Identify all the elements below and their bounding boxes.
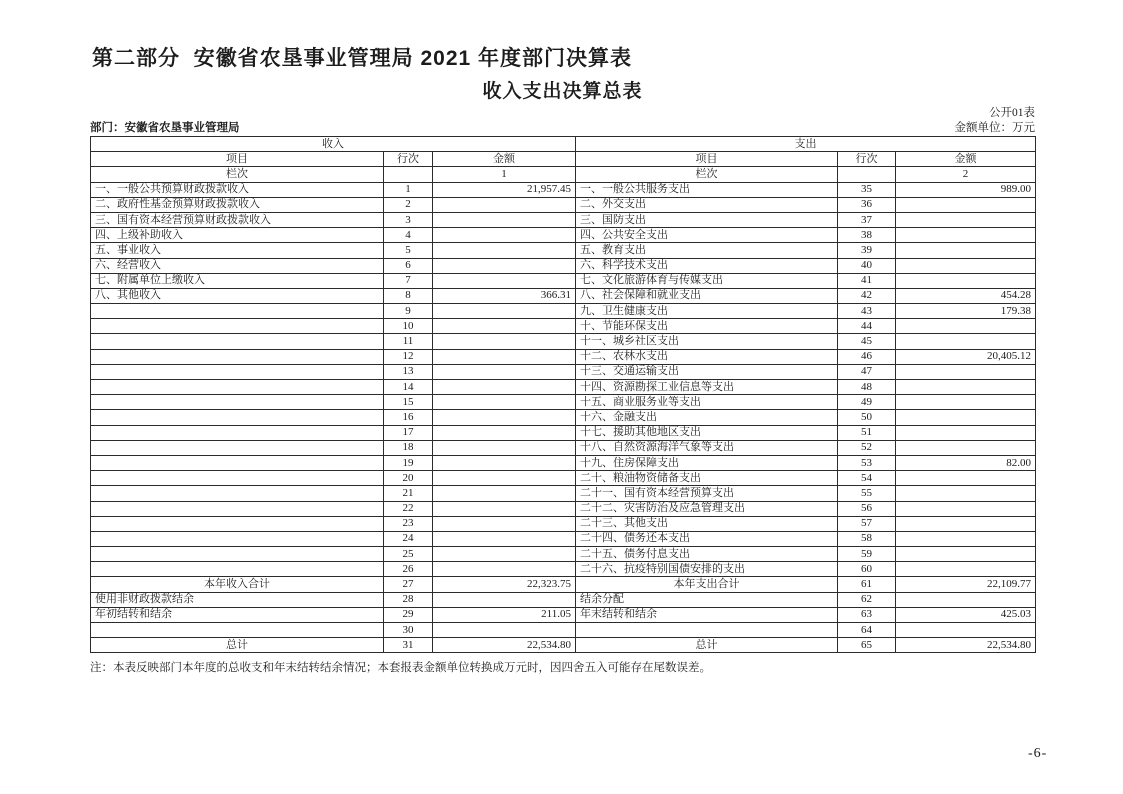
income-amount xyxy=(433,562,576,577)
table-row xyxy=(91,577,1036,592)
expense-amount xyxy=(896,410,1036,425)
expense-amount xyxy=(896,501,1036,516)
expense-row-number: 61 xyxy=(838,577,896,592)
income-item xyxy=(91,410,384,425)
expense-row-number: 55 xyxy=(838,486,896,501)
income-item: 七、附属单位上缴收入 xyxy=(91,273,384,288)
expense-lanci-label: 栏次 xyxy=(576,167,838,182)
income-lanci-blank xyxy=(384,167,433,182)
income-amount xyxy=(433,547,576,562)
expense-item: 八、社会保障和就业支出 xyxy=(576,288,838,303)
expense-item xyxy=(576,623,838,638)
income-row-number: 3 xyxy=(384,212,433,227)
income-row-number: 9 xyxy=(384,304,433,319)
income-row-number: 28 xyxy=(384,592,433,607)
expense-item: 二十五、债务付息支出 xyxy=(576,547,838,562)
expense-amount: 989.00 xyxy=(896,182,1036,197)
section-header-row xyxy=(91,137,1036,152)
income-item: 年初结转和结余 xyxy=(91,607,384,622)
income-amount xyxy=(433,243,576,258)
expense-amount xyxy=(896,623,1036,638)
income-amount xyxy=(433,380,576,395)
expense-item: 总计 xyxy=(576,638,838,653)
income-amount xyxy=(433,212,576,227)
income-row-number: 18 xyxy=(384,440,433,455)
income-item xyxy=(91,562,384,577)
expense-amount xyxy=(896,212,1036,227)
expense-row-number: 49 xyxy=(838,395,896,410)
income-item: 五、事业收入 xyxy=(91,243,384,258)
income-amount: 22,323.75 xyxy=(433,577,576,592)
income-row-number: 15 xyxy=(384,395,433,410)
income-amount xyxy=(433,228,576,243)
table-row xyxy=(91,319,1036,334)
expense-item: 本年支出合计 xyxy=(576,577,838,592)
expense-item: 七、文化旅游体育与传媒支出 xyxy=(576,273,838,288)
income-item xyxy=(91,471,384,486)
expense-row-number: 62 xyxy=(838,592,896,607)
income-item xyxy=(91,395,384,410)
expense-item: 二十四、债务还本支出 xyxy=(576,531,838,546)
table-code-label: 公开01表 xyxy=(989,107,1035,119)
income-item: 使用非财政拨款结余 xyxy=(91,592,384,607)
expense-amount xyxy=(896,228,1036,243)
income-row-number: 14 xyxy=(384,380,433,395)
income-row-number: 1 xyxy=(384,182,433,197)
table-row xyxy=(91,471,1036,486)
expense-item: 二十一、国有资本经营预算支出 xyxy=(576,486,838,501)
expense-item: 二十、粮油物资储备支出 xyxy=(576,471,838,486)
expense-amount xyxy=(896,273,1036,288)
expense-row-number: 38 xyxy=(838,228,896,243)
expense-item: 十九、住房保障支出 xyxy=(576,455,838,470)
income-row-number: 26 xyxy=(384,562,433,577)
expense-item: 十四、资源勘探工业信息等支出 xyxy=(576,380,838,395)
income-item: 一、一般公共预算财政拨款收入 xyxy=(91,182,384,197)
income-row-number: 8 xyxy=(384,288,433,303)
income-item: 六、经营收入 xyxy=(91,258,384,273)
table-row xyxy=(91,288,1036,303)
expense-amount: 454.28 xyxy=(896,288,1036,303)
expense-amount xyxy=(896,258,1036,273)
table-row xyxy=(91,197,1036,212)
income-amount xyxy=(433,455,576,470)
income-item xyxy=(91,547,384,562)
income-amount xyxy=(433,197,576,212)
income-amount xyxy=(433,623,576,638)
income-item xyxy=(91,455,384,470)
income-row-number: 13 xyxy=(384,364,433,379)
income-amount: 21,957.45 xyxy=(433,182,576,197)
income-row-number: 22 xyxy=(384,501,433,516)
expense-row-number: 54 xyxy=(838,471,896,486)
expense-item: 二十二、灾害防治及应急管理支出 xyxy=(576,501,838,516)
expense-row-number: 44 xyxy=(838,319,896,334)
income-rowno-header: 行次 xyxy=(384,152,433,167)
table-row xyxy=(91,562,1036,577)
income-item: 四、上级补助收入 xyxy=(91,228,384,243)
expense-amount xyxy=(896,440,1036,455)
expense-row-number: 37 xyxy=(838,212,896,227)
income-item: 三、国有资本经营预算财政拨款收入 xyxy=(91,212,384,227)
income-item: 二、政府性基金预算财政拨款收入 xyxy=(91,197,384,212)
table-row xyxy=(91,304,1036,319)
table-row xyxy=(91,380,1036,395)
table-row xyxy=(91,440,1036,455)
income-row-number: 19 xyxy=(384,455,433,470)
income-amount: 22,534.80 xyxy=(433,638,576,653)
expense-amount xyxy=(896,516,1036,531)
expense-item: 十五、商业服务业等支出 xyxy=(576,395,838,410)
income-amount xyxy=(433,304,576,319)
table-row xyxy=(91,501,1036,516)
expense-row-number: 47 xyxy=(838,364,896,379)
expense-rowno-header: 行次 xyxy=(838,152,896,167)
expense-item-header: 项目 xyxy=(576,152,838,167)
meta-row xyxy=(90,119,1035,135)
income-row-number: 6 xyxy=(384,258,433,273)
table-row xyxy=(91,349,1036,364)
expense-row-number: 42 xyxy=(838,288,896,303)
expense-amount xyxy=(896,395,1036,410)
table-row xyxy=(91,486,1036,501)
table-row xyxy=(91,592,1036,607)
income-expense-table xyxy=(90,136,1036,653)
expense-item: 六、科学技术支出 xyxy=(576,258,838,273)
table-row xyxy=(91,455,1036,470)
table-row xyxy=(91,516,1036,531)
table-title: 收入支出决算总表 xyxy=(482,81,643,102)
income-row-number: 31 xyxy=(384,638,433,653)
department-label: 部门：安徽省农垦事业管理局 xyxy=(90,122,240,134)
expense-row-number: 48 xyxy=(838,380,896,395)
expense-item: 结余分配 xyxy=(576,592,838,607)
expense-item: 十八、自然资源海洋气象等支出 xyxy=(576,440,838,455)
table-row xyxy=(91,425,1036,440)
expense-amount xyxy=(896,197,1036,212)
income-item-header: 项目 xyxy=(91,152,384,167)
expense-section-header: 支出 xyxy=(576,137,1036,152)
expense-row-number: 63 xyxy=(838,607,896,622)
income-row-number: 29 xyxy=(384,607,433,622)
expense-row-number: 43 xyxy=(838,304,896,319)
expense-amount xyxy=(896,547,1036,562)
table-row xyxy=(91,258,1036,273)
expense-amount xyxy=(896,486,1036,501)
expense-item: 十一、城乡社区支出 xyxy=(576,334,838,349)
income-item xyxy=(91,623,384,638)
table-row xyxy=(91,364,1036,379)
expense-amount: 22,534.80 xyxy=(896,638,1036,653)
income-item xyxy=(91,516,384,531)
expense-amount: 22,109.77 xyxy=(896,577,1036,592)
table-row xyxy=(91,334,1036,349)
expense-amount xyxy=(896,243,1036,258)
table-row xyxy=(91,531,1036,546)
table-row xyxy=(91,638,1036,653)
income-item xyxy=(91,364,384,379)
expense-amount xyxy=(896,425,1036,440)
expense-row-number: 39 xyxy=(838,243,896,258)
income-item xyxy=(91,380,384,395)
expense-amount xyxy=(896,319,1036,334)
page-number: -6- xyxy=(1028,746,1048,761)
income-amount xyxy=(433,258,576,273)
income-amount xyxy=(433,319,576,334)
income-item xyxy=(91,319,384,334)
table-body xyxy=(91,182,1036,653)
expense-item: 三、国防支出 xyxy=(576,212,838,227)
expense-row-number: 53 xyxy=(838,455,896,470)
income-row-number: 5 xyxy=(384,243,433,258)
income-item xyxy=(91,440,384,455)
expense-row-number: 40 xyxy=(838,258,896,273)
expense-row-number: 52 xyxy=(838,440,896,455)
expense-amount: 82.00 xyxy=(896,455,1036,470)
income-row-number: 11 xyxy=(384,334,433,349)
expense-row-number: 50 xyxy=(838,410,896,425)
table-row xyxy=(91,607,1036,622)
income-row-number: 17 xyxy=(384,425,433,440)
expense-row-number: 59 xyxy=(838,547,896,562)
income-amount xyxy=(433,334,576,349)
income-amount xyxy=(433,516,576,531)
income-row-number: 30 xyxy=(384,623,433,638)
expense-item: 十二、农林水支出 xyxy=(576,349,838,364)
income-amount: 211.05 xyxy=(433,607,576,622)
expense-item: 二、外交支出 xyxy=(576,197,838,212)
income-row-number: 16 xyxy=(384,410,433,425)
income-amount xyxy=(433,531,576,546)
income-item xyxy=(91,304,384,319)
expense-amount xyxy=(896,531,1036,546)
income-item xyxy=(91,334,384,349)
expense-row-number: 41 xyxy=(838,273,896,288)
expense-row-number: 60 xyxy=(838,562,896,577)
income-row-number: 21 xyxy=(384,486,433,501)
expense-item: 九、卫生健康支出 xyxy=(576,304,838,319)
table-row xyxy=(91,395,1036,410)
expense-item: 二十六、抗疫特别国债安排的支出 xyxy=(576,562,838,577)
expense-row-number: 35 xyxy=(838,182,896,197)
income-row-number: 10 xyxy=(384,319,433,334)
expense-row-number: 64 xyxy=(838,623,896,638)
expense-row-number: 58 xyxy=(838,531,896,546)
income-section-header: 收入 xyxy=(91,137,576,152)
expense-item: 年末结转和结余 xyxy=(576,607,838,622)
expense-item: 十三、交通运输支出 xyxy=(576,364,838,379)
income-amount xyxy=(433,440,576,455)
income-amount xyxy=(433,592,576,607)
income-row-number: 27 xyxy=(384,577,433,592)
expense-amount xyxy=(896,380,1036,395)
income-row-number: 12 xyxy=(384,349,433,364)
expense-amount: 20,405.12 xyxy=(896,349,1036,364)
income-item: 总计 xyxy=(91,638,384,653)
expense-amount xyxy=(896,471,1036,486)
expense-item: 一、一般公共服务支出 xyxy=(576,182,838,197)
income-amount xyxy=(433,410,576,425)
expense-item: 二十三、其他支出 xyxy=(576,516,838,531)
table-row xyxy=(91,243,1036,258)
expense-item: 十、节能环保支出 xyxy=(576,319,838,334)
column-header-row xyxy=(91,152,1036,167)
expense-row-number: 46 xyxy=(838,349,896,364)
expense-amount xyxy=(896,562,1036,577)
income-amount xyxy=(433,471,576,486)
income-lanci-label: 栏次 xyxy=(91,167,384,182)
income-amount xyxy=(433,425,576,440)
income-item xyxy=(91,425,384,440)
expense-item: 十七、援助其他地区支出 xyxy=(576,425,838,440)
income-row-number: 7 xyxy=(384,273,433,288)
expense-row-number: 51 xyxy=(838,425,896,440)
income-amount xyxy=(433,486,576,501)
table-row xyxy=(91,547,1036,562)
income-amount xyxy=(433,364,576,379)
expense-column-number: 2 xyxy=(896,167,1036,182)
column-number-row xyxy=(91,167,1036,182)
income-row-number: 20 xyxy=(384,471,433,486)
expense-amount xyxy=(896,364,1036,379)
expense-lanci-blank xyxy=(838,167,896,182)
expense-amount: 425.03 xyxy=(896,607,1036,622)
table-row xyxy=(91,623,1036,638)
income-item xyxy=(91,349,384,364)
income-row-number: 2 xyxy=(384,197,433,212)
income-item xyxy=(91,531,384,546)
table-row xyxy=(91,212,1036,227)
income-amount xyxy=(433,395,576,410)
expense-row-number: 45 xyxy=(838,334,896,349)
expense-amount xyxy=(896,592,1036,607)
expense-amount xyxy=(896,334,1036,349)
income-row-number: 25 xyxy=(384,547,433,562)
income-item xyxy=(91,501,384,516)
unit-label: 金额单位：万元 xyxy=(954,122,1035,134)
income-row-number: 4 xyxy=(384,228,433,243)
expense-row-number: 36 xyxy=(838,197,896,212)
income-amount xyxy=(433,349,576,364)
table-row xyxy=(91,410,1036,425)
expense-item: 十六、金融支出 xyxy=(576,410,838,425)
expense-row-number: 57 xyxy=(838,516,896,531)
expense-amount-header: 金额 xyxy=(896,152,1036,167)
table-row xyxy=(91,273,1036,288)
expense-item: 四、公共安全支出 xyxy=(576,228,838,243)
income-amount: 366.31 xyxy=(433,288,576,303)
income-amount-header: 金额 xyxy=(433,152,576,167)
table-row xyxy=(91,228,1036,243)
expense-row-number: 65 xyxy=(838,638,896,653)
expense-row-number: 56 xyxy=(838,501,896,516)
income-row-number: 24 xyxy=(384,531,433,546)
expense-amount: 179.38 xyxy=(896,304,1036,319)
expense-item: 五、教育支出 xyxy=(576,243,838,258)
income-item: 八、其他收入 xyxy=(91,288,384,303)
income-amount xyxy=(433,273,576,288)
income-amount xyxy=(433,501,576,516)
footnote: 注：本表反映部门本年度的总收支和年末结转结余情况；本套报表金额单位转换成万元时，因四舍五入可能存在尾数误差。 xyxy=(90,662,711,674)
income-item: 本年收入合计 xyxy=(91,577,384,592)
table-row xyxy=(91,182,1036,197)
income-column-number: 1 xyxy=(433,167,576,182)
income-item xyxy=(91,486,384,501)
page-title: 第二部分 安徽省农垦事业管理局 2021 年度部门决算表 xyxy=(92,47,633,70)
income-row-number: 23 xyxy=(384,516,433,531)
